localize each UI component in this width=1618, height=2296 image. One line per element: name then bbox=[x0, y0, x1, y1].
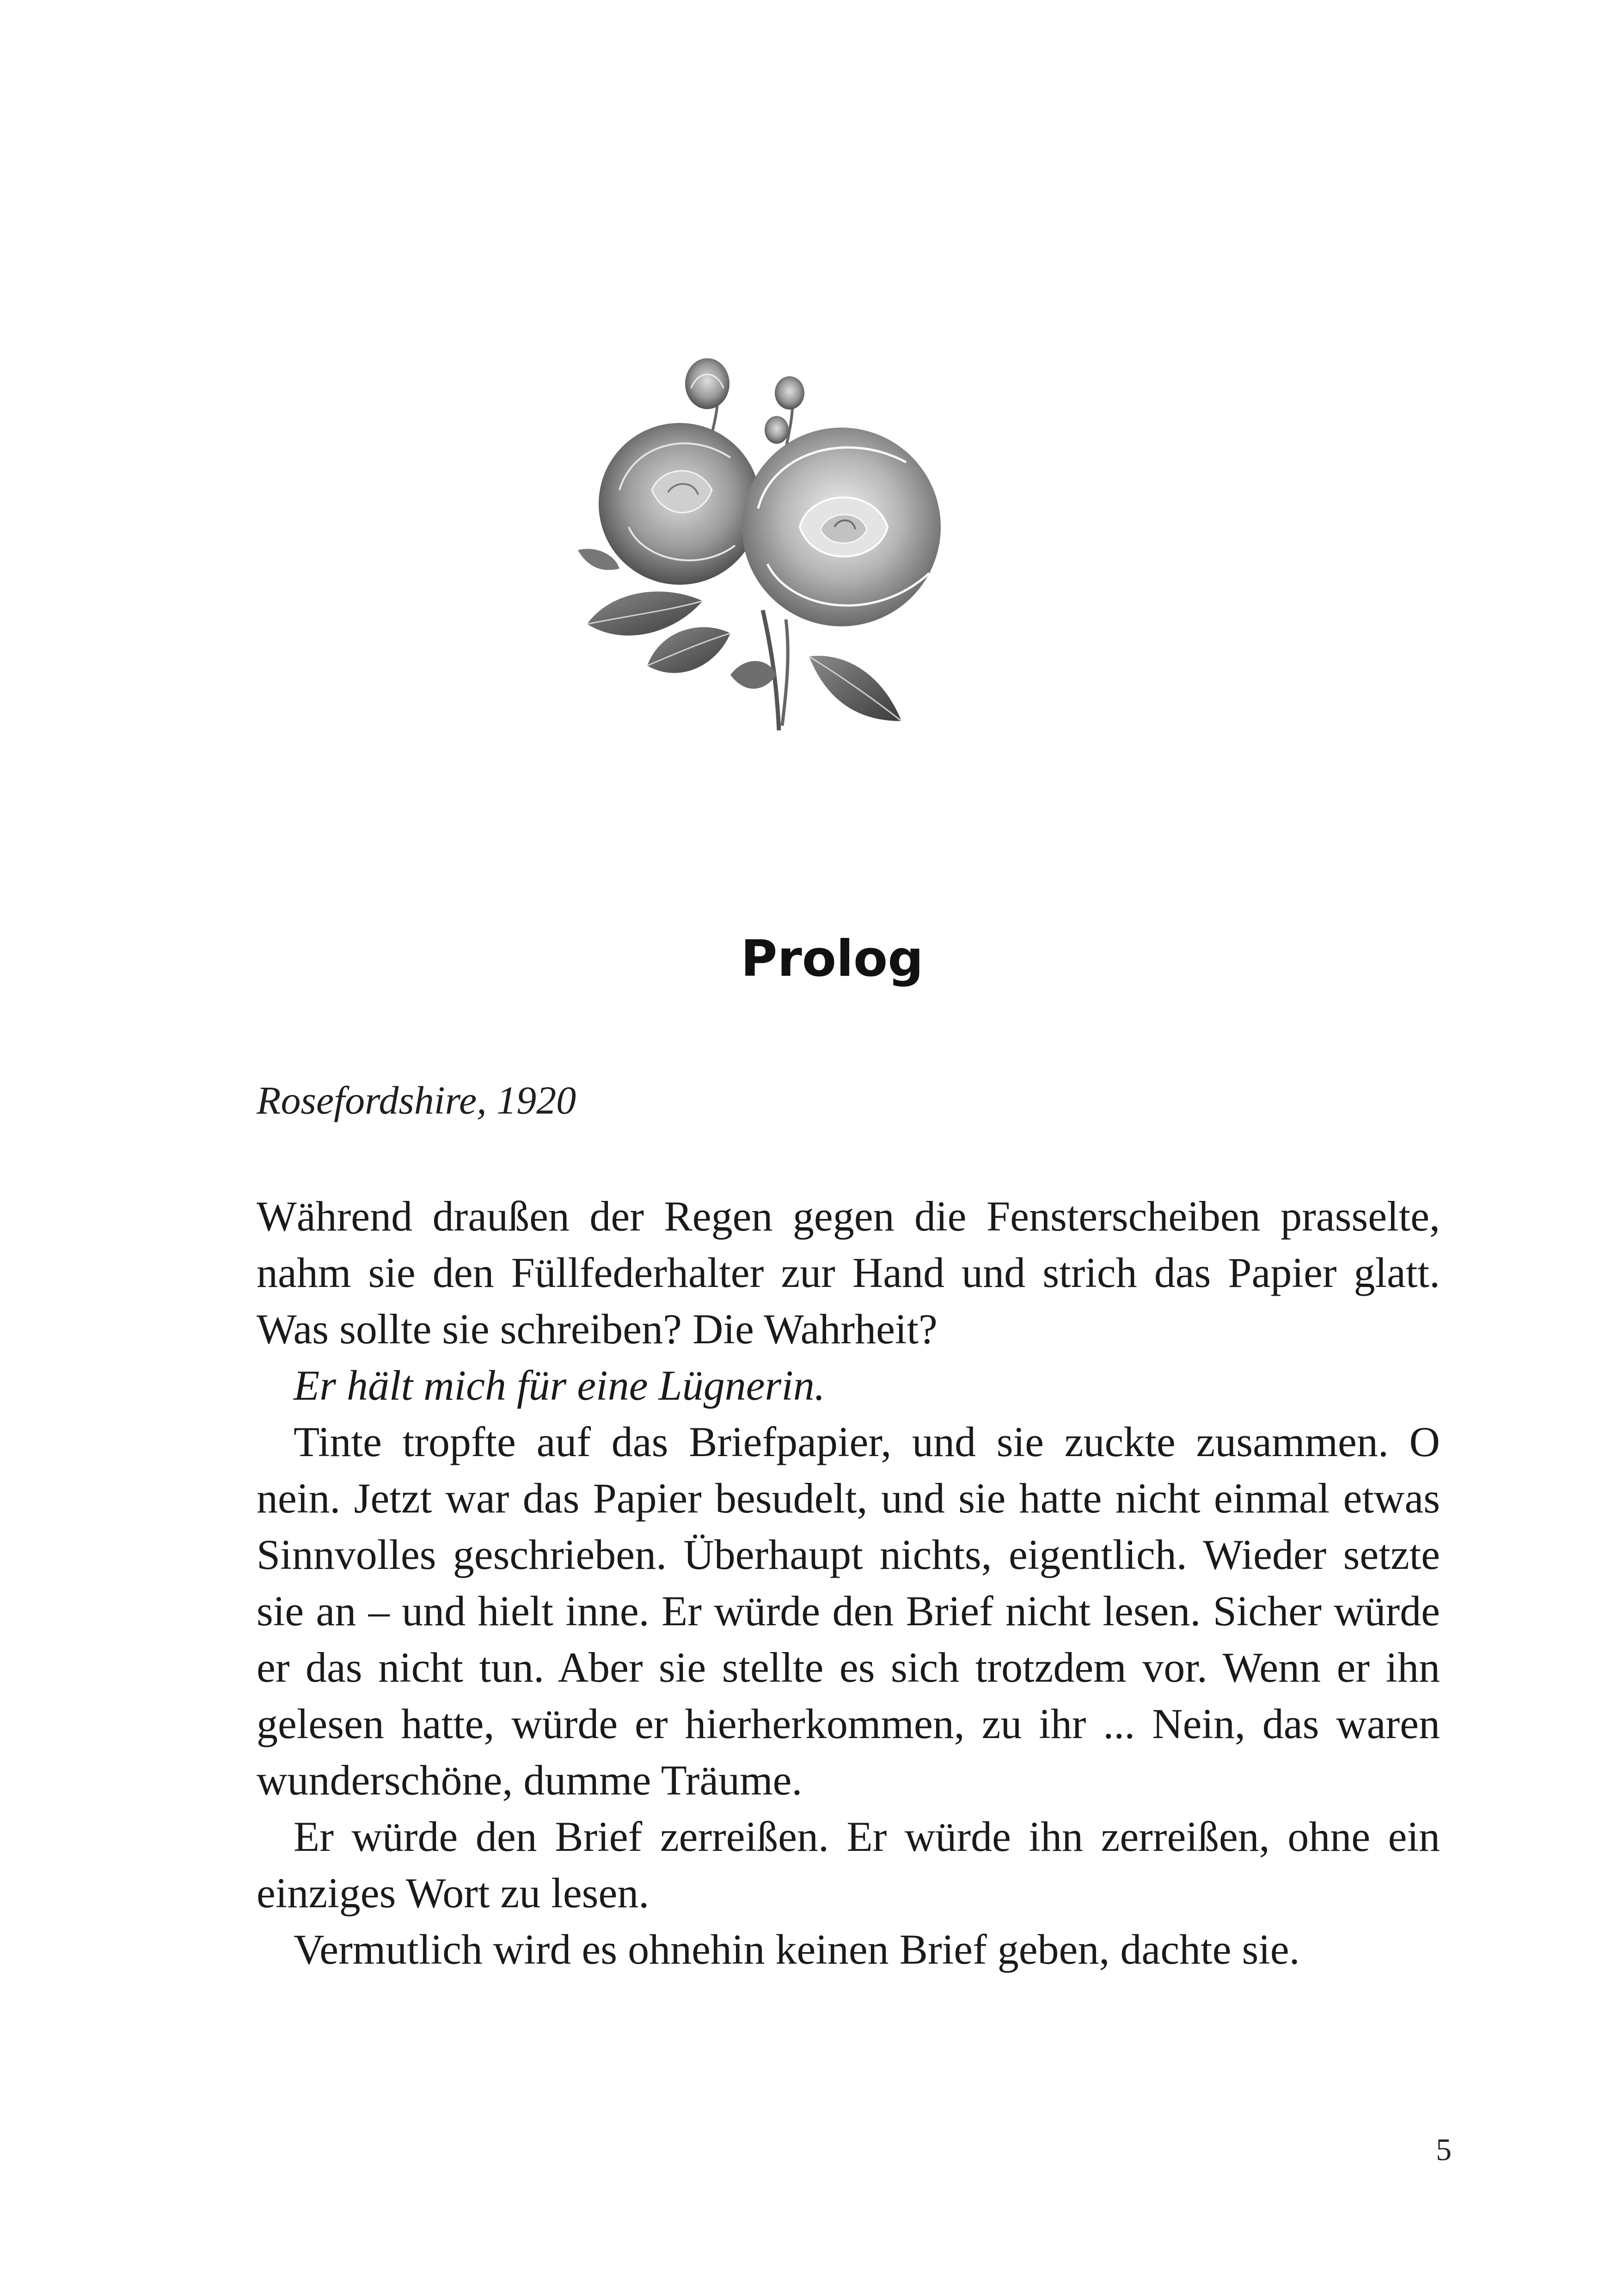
paragraph: Er würde den Brief zerreißen. Er würde ihn zerreißen, ohne ein einziges Wort zu lesen. bbox=[257, 1813, 1440, 1916]
italic-thought-paragraph: Er hält mich für eine Lügnerin. bbox=[294, 1362, 825, 1409]
paragraph: Tinte tropfte auf das Briefpapier, und sie zuckte zusammen. O nein. Jetzt war das Papier besudelt, und sie hatte nicht einmal etwas Sinnvolles geschrieben. Überhaupt nichts, eigentlich. Wieder setzte sie an – und hielt inne. Er würde den Brief nicht lesen. Sicher würde er das nicht tun. Aber sie stellte es sich trotzdem vor. Wenn er ihn gelesen hatte, würde er hierherkommen, zu ihr ... Nein, das waren wunderschöne, dumme Träume. bbox=[257, 1418, 1440, 1804]
paragraph: Vermutlich wird es ohnehin keinen Brief geben, dachte sie. bbox=[294, 1926, 1300, 1973]
roses-illustration-icon bbox=[569, 351, 985, 767]
chapter-body bbox=[257, 1188, 1440, 1978]
place-date-line: Rosefordshire, 1920 bbox=[257, 1078, 576, 1122]
chapter-title: Prolog bbox=[741, 930, 924, 988]
paragraph: Während draußen der Regen gegen die Fensterscheiben prasselte, nahm sie den Füllfederhalter zur Hand und strich das Papier glatt. Was sollte sie schreiben? Die Wahrheit? bbox=[257, 1193, 1440, 1353]
page-number: 5 bbox=[1436, 2132, 1452, 2167]
